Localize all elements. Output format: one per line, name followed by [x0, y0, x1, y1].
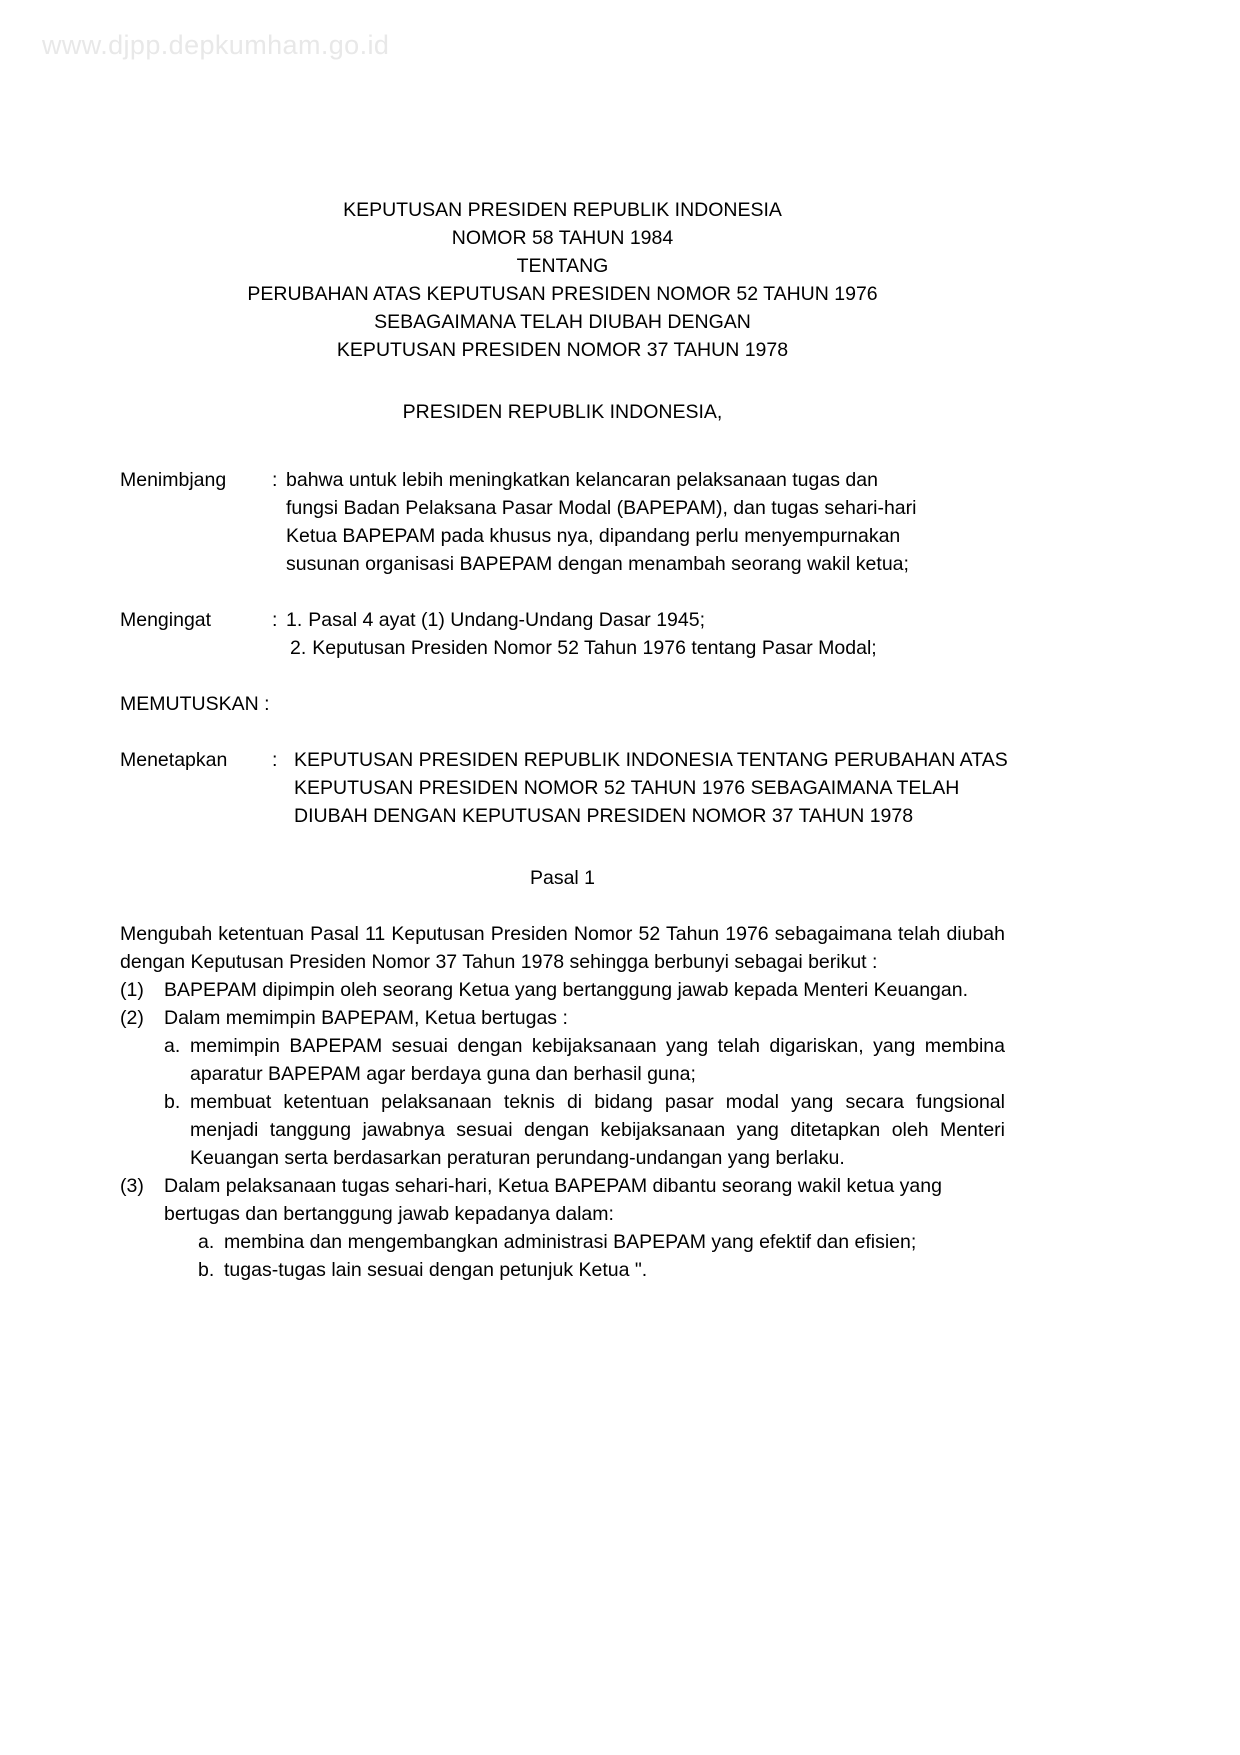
menimbang-text	[286, 466, 1005, 578]
site-watermark: www.djpp.depkumham.go.id	[42, 30, 390, 60]
mengingat-item-number: 2.	[290, 637, 307, 659]
title-line-3: TENTANG	[516, 255, 609, 277]
mengingat-item-text: Keputusan Presiden Nomor 52 Tahun 1976 tentang Pasar Modal;	[312, 637, 877, 659]
pasal-subitem	[164, 1032, 1005, 1088]
pasal-item-marker: (1)	[120, 979, 144, 1001]
pasal-subitem-text: memimpin BAPEPAM sesuai dengan kebijaksanaan yang telah digariskan, yang membina aparatur BAPEPAM agar berdaya guna dan berhasil guna;	[190, 1035, 1005, 1085]
title-line-6: KEPUTUSAN PRESIDEN NOMOR 37 TAHUN 1978	[336, 339, 789, 361]
pasal-item-2-sublist	[164, 1032, 1005, 1172]
pasal-subitem-text: tugas-tugas lain sesuai dengan petunjuk Ketua ".	[224, 1259, 648, 1281]
pasal-subitem	[164, 1088, 1005, 1172]
pasal-subitem-marker: b.	[164, 1091, 181, 1113]
pasal-item-text: BAPEPAM dipimpin oleh seorang Ketua yang bertanggung jawab kepada Menteri Keuangan.	[164, 979, 969, 1001]
pasal-item	[120, 1172, 1005, 1228]
menetapkan-line-3: DIUBAH DENGAN KEPUTUSAN PRESIDEN NOMOR 37 TAHUN 1978	[294, 805, 914, 827]
pasal-subitem-text: membuat ketentuan pelaksanaan teknis di bidang pasar modal yang secara fungsional menjadi tanggung jawabnya sesuai dengan kebijaksanaan yang ditetapkan oleh Menteri Keuangan serta berdasarkan peraturan perundang-undangan yang berlaku.	[190, 1091, 1005, 1169]
pasal-item-text: Dalam memimpin BAPEPAM, Ketua bertugas :	[164, 1007, 568, 1029]
menimbang-label: Menimbjang	[120, 469, 227, 491]
menimbang-line-2: fungsi Badan Pelaksana Pasar Modal (BAPEPAM), dan tugas sehari-hari	[286, 497, 917, 519]
menimbang-colon: :	[272, 469, 278, 491]
issuing-authority: PRESIDEN REPUBLIK INDONESIA,	[402, 401, 723, 423]
mengingat-label: Mengingat	[120, 609, 212, 631]
menetapkan-line-1: KEPUTUSAN PRESIDEN REPUBLIK INDONESIA TENTANG PERUBAHAN ATAS	[294, 749, 1008, 771]
mengingat-colon: :	[272, 609, 278, 631]
mengingat-row	[120, 606, 1005, 662]
menetapkan-line-2: KEPUTUSAN PRESIDEN NOMOR 52 TAHUN 1976 SEBAGAIMANA TELAH	[294, 777, 960, 799]
mengingat-list	[286, 606, 1005, 662]
menimbang-line-3: Ketua BAPEPAM pada khusus nya, dipandang perlu menyempurnakan	[286, 525, 901, 547]
menimbang-line-4: susunan organisasi BAPEPAM dengan menambah seorang wakil ketua;	[286, 553, 909, 575]
menetapkan-label: Menetapkan	[120, 749, 228, 771]
pasal-subitem	[198, 1256, 1005, 1284]
mengingat-item-text: Pasal 4 ayat (1) Undang-Undang Dasar 1945;	[308, 609, 706, 631]
document-title-block	[120, 196, 1005, 364]
title-line-1: KEPUTUSAN PRESIDEN REPUBLIK INDONESIA	[343, 199, 782, 221]
pasal-item	[120, 1004, 1005, 1032]
pasal-intro-paragraph: Mengubah ketentuan Pasal 11 Keputusan Presiden Nomor 52 Tahun 1976 sebagaimana telah diubah dengan Keputusan Presiden Nomor 37 Tahun 1978 sehingga berbunyi sebagai berikut :	[120, 923, 1005, 973]
pasal-subitem-text: membina dan mengembangkan administrasi BAPEPAM yang efektif dan efisien;	[224, 1231, 917, 1253]
menetapkan-row	[120, 746, 1008, 830]
pasal-item	[120, 976, 1005, 1004]
pasal-subitem-marker: a.	[164, 1035, 181, 1057]
mengingat-item	[286, 606, 1005, 634]
document-content	[120, 196, 1008, 1284]
pasal-item-text: Dalam pelaksanaan tugas sehari-hari, Ketua BAPEPAM dibantu seorang wakil ketua yang bertugas dan bertanggung jawab kepadanya dalam:	[164, 1175, 942, 1225]
menetapkan-text	[294, 746, 1008, 830]
mengingat-item	[286, 634, 1005, 662]
pasal-subitem-marker: a.	[198, 1231, 215, 1253]
mengingat-item-number: 1.	[286, 609, 303, 631]
menimbang-line-1: bahwa untuk lebih meningkatkan kelancaran pelaksanaan tugas dan	[286, 469, 878, 491]
pasal-subitem	[198, 1228, 1005, 1256]
title-line-2: NOMOR 58 TAHUN 1984	[451, 227, 674, 249]
pasal-subitem-marker: b.	[198, 1259, 215, 1281]
title-line-4: PERUBAHAN ATAS KEPUTUSAN PRESIDEN NOMOR 52 TAHUN 1976	[247, 283, 878, 305]
menimbang-row	[120, 466, 1005, 578]
memutuskan-heading: MEMUTUSKAN :	[120, 693, 270, 715]
pasal-item-marker: (2)	[120, 1007, 144, 1029]
title-line-5: SEBAGAIMANA TELAH DIUBAH DENGAN	[374, 311, 751, 333]
pasal-item-3-sublist	[198, 1228, 1005, 1284]
pasal-heading: Pasal 1	[529, 867, 596, 889]
menetapkan-colon: :	[272, 749, 278, 771]
pasal-item-marker: (3)	[120, 1175, 144, 1197]
